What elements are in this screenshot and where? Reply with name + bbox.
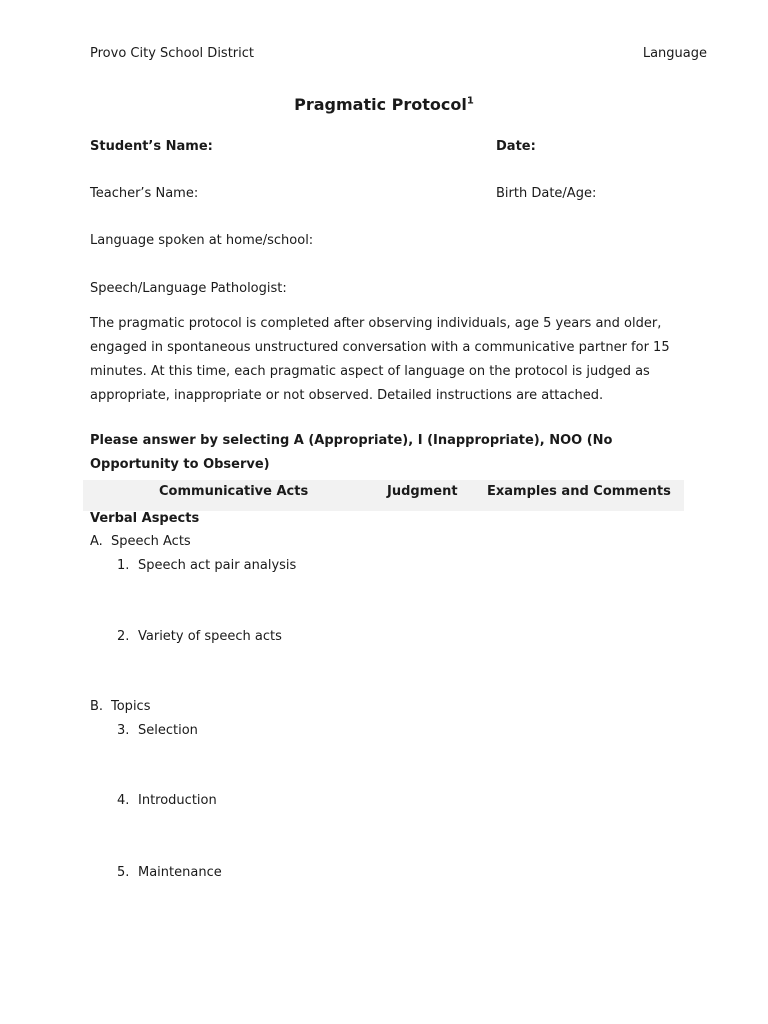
header-district: Provo City School District <box>90 46 254 61</box>
item-number: 2. <box>117 629 130 644</box>
list-item <box>117 865 222 880</box>
item-text: Speech act pair analysis <box>138 558 297 573</box>
column-communicative-acts: Communicative Acts <box>159 484 309 499</box>
language-spoken-label: Language spoken at home/school: <box>90 233 314 248</box>
item-number: 5. <box>117 865 130 880</box>
birth-date-label: Birth Date/Age: <box>496 186 597 201</box>
section-a-label: A. <box>90 534 103 549</box>
list-item <box>117 793 217 808</box>
section-heading-b <box>90 699 150 714</box>
title-text: Pragmatic Protocol <box>294 95 467 114</box>
slp-label: Speech/Language Pathologist: <box>90 281 287 296</box>
item-number: 4. <box>117 793 130 808</box>
item-text: Introduction <box>138 793 217 808</box>
list-item <box>117 723 198 738</box>
item-text: Selection <box>138 723 198 738</box>
column-judgment: Judgment <box>387 484 458 499</box>
list-item <box>117 629 282 644</box>
verbal-aspects-heading: Verbal Aspects <box>90 511 200 526</box>
date-label: Date: <box>496 139 536 154</box>
section-heading-a <box>90 534 191 549</box>
title-footnote: 1 <box>466 95 474 107</box>
item-text: Maintenance <box>138 865 222 880</box>
list-item <box>117 558 296 573</box>
student-name-label: Student’s Name: <box>90 139 213 154</box>
section-a-title: Speech Acts <box>111 534 191 549</box>
column-examples-comments: Examples and Comments <box>487 484 671 499</box>
teacher-name-label: Teacher’s Name: <box>90 186 199 201</box>
intro-paragraph: The pragmatic protocol is completed after observing individuals, age 5 years and older, engaged in spontaneous unstructured conversation with a communicative partner for 15 minutes. At this time, each pragmatic aspect of language on the protocol is judged as appropriate, inappropriate or not observed. Detailed instructions are attached. <box>90 316 670 403</box>
item-text: Variety of speech acts <box>138 629 282 644</box>
section-b-label: B. <box>90 699 104 714</box>
instructions-paragraph: Please answer by selecting A (Appropriate), I (Inappropriate), NOO (No Opportunity to Observe) <box>90 433 613 472</box>
header-subject: Language <box>642 46 707 61</box>
item-number: 1. <box>117 558 130 573</box>
section-b-title: Topics <box>111 699 151 714</box>
table-header <box>83 480 684 511</box>
item-number: 3. <box>117 723 130 738</box>
page-title <box>0 95 768 114</box>
